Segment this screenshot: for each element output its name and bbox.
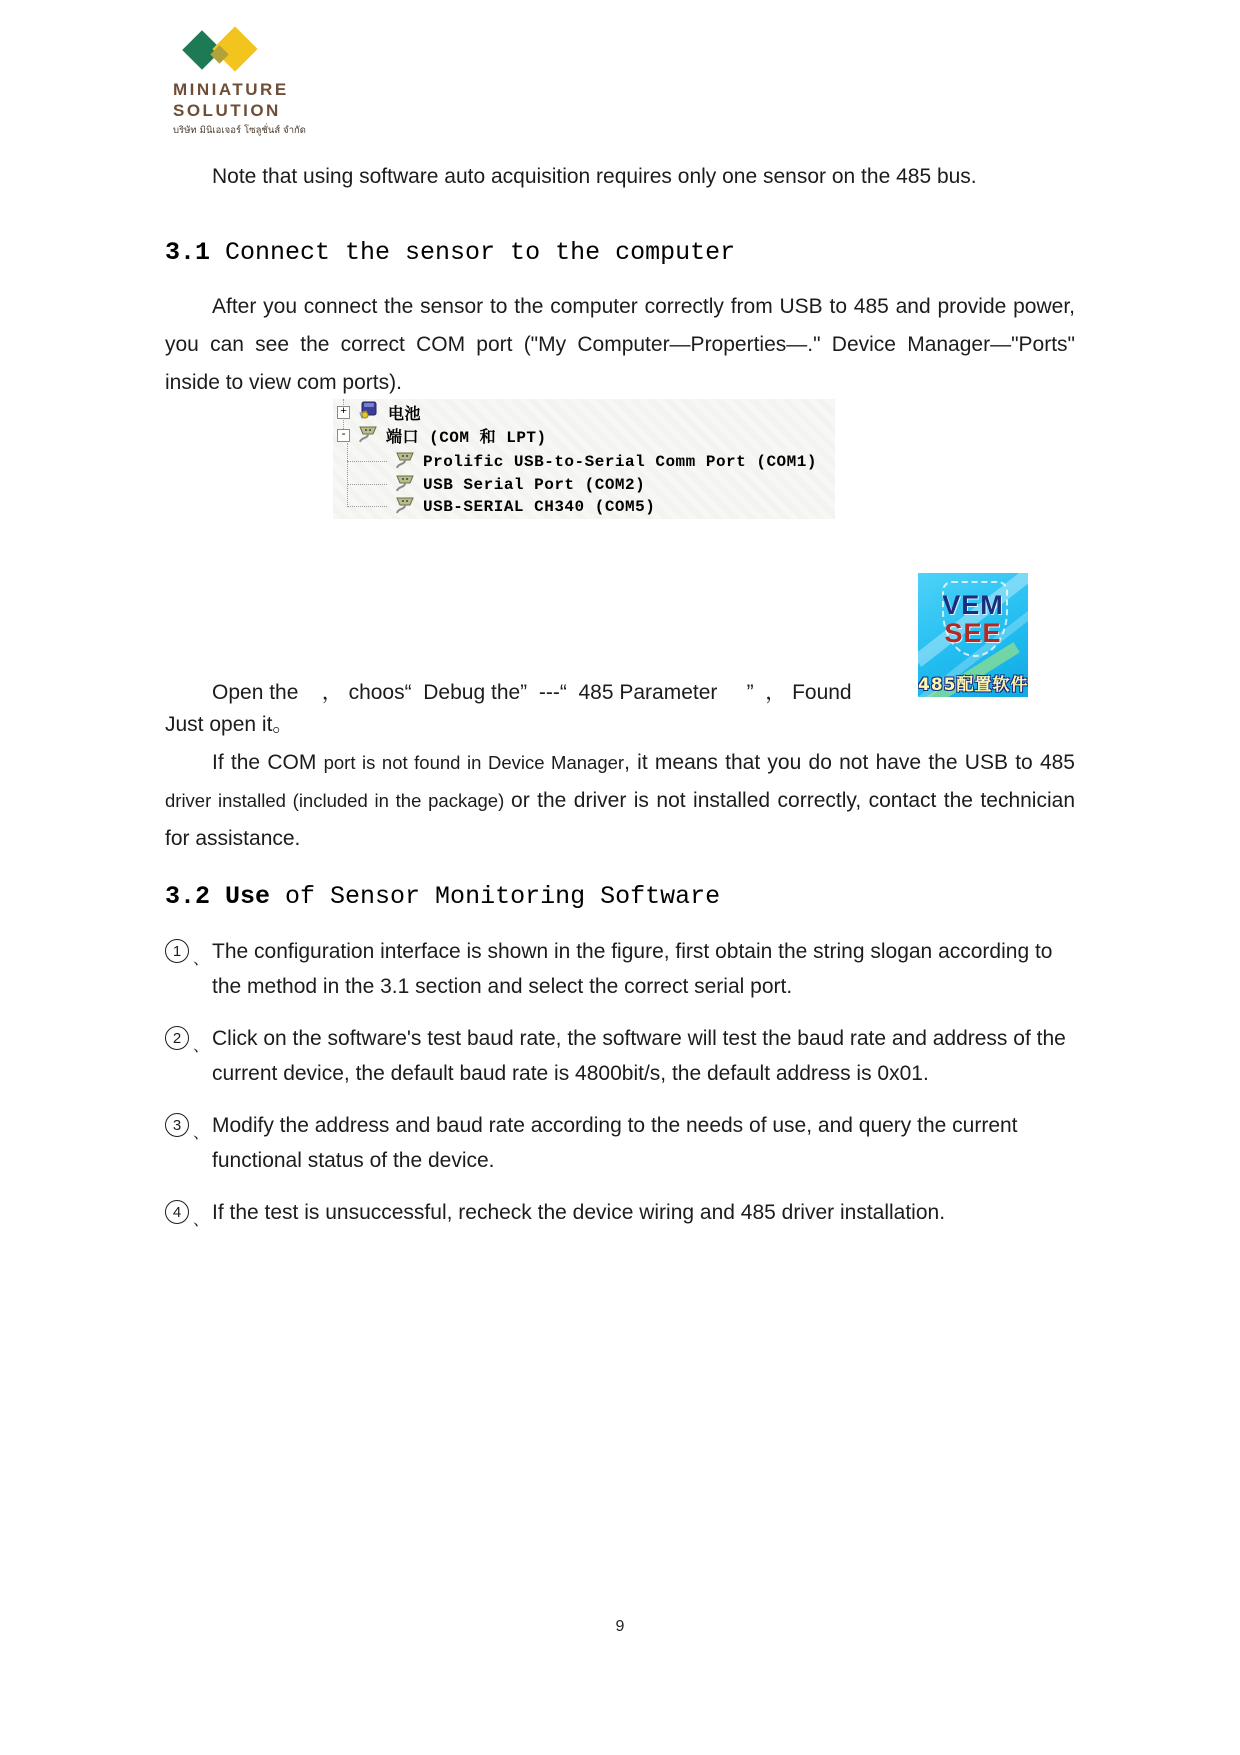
- list-separator: 、: [193, 1038, 210, 1055]
- vemsee-brand-see: SEE: [944, 618, 1002, 648]
- expand-plus-box: +: [337, 406, 350, 419]
- tree-label: 电池: [388, 406, 422, 424]
- logo-name-line1: MINIATURE: [173, 80, 289, 99]
- tree-row-com2: [387, 473, 645, 496]
- segment: , it means that you do not have the USB to 485: [624, 751, 1075, 774]
- list-separator: 、: [193, 1212, 210, 1229]
- list-item-text: The configuration interface is shown in the figure, first obtain the string slogan according to the method in the 3.1 section and select the correct serial port.: [212, 940, 1053, 998]
- tree-row-battery: [337, 401, 421, 424]
- segment: port is not found in Device Manager: [323, 752, 625, 773]
- list-separator: 、: [193, 951, 210, 968]
- tree-line: [347, 443, 348, 507]
- vemsee-caption: 485配置软件: [918, 675, 1028, 695]
- intro-note-paragraph: Note that using software auto acquisition requires only one sensor on the 485 bus.: [212, 165, 977, 188]
- just-open-line: Just open it。: [165, 713, 294, 736]
- tree-label: Prolific USB-to-Serial Comm Port (COM1): [423, 452, 817, 471]
- list-item-text: Click on the software's test baud rate, the software will test the baud rate and address of the current device, the default baud rate is 4800bit/s, the default address is 0x01.: [212, 1027, 1066, 1085]
- serial-port-icon: [393, 494, 417, 519]
- section-3-2-heading: [165, 882, 720, 911]
- list-item: [165, 934, 1077, 1004]
- circled-number-icon: 2: [165, 1026, 189, 1050]
- page-number: 9: [615, 1618, 625, 1635]
- tree-label: 端口 (COM 和 LPT): [386, 429, 547, 447]
- tree-line: [347, 461, 387, 462]
- vemsee-brand-vem: VEM: [942, 590, 1004, 620]
- circled-number-icon: 4: [165, 1200, 189, 1224]
- steps-list: [165, 934, 1077, 1247]
- open-software-line: Open the ， choos“ Debug the” ---“ 485 Parameter ” ， Found: [212, 681, 852, 704]
- device-manager-screenshot: [333, 399, 835, 519]
- logo-name-line2: SOLUTION: [173, 101, 281, 120]
- circled-number-icon: 3: [165, 1113, 189, 1137]
- list-item: [165, 1108, 1077, 1178]
- list-item: [165, 1021, 1077, 1091]
- section-3-1-heading: [165, 238, 735, 267]
- list-separator: 、: [193, 1125, 210, 1142]
- battery-icon: [356, 400, 382, 425]
- section-3-1-number: 3.1: [165, 238, 226, 267]
- tree-label: USB-SERIAL CH340 (COM5): [423, 497, 656, 516]
- segment: driver installed (included in the package): [165, 790, 512, 811]
- tree-row-com1: [387, 450, 817, 473]
- section-3-2-title: of Sensor Monitoring Software: [270, 882, 721, 911]
- collapse-minus-box: -: [337, 429, 350, 442]
- section-3-1-title: Connect the sensor to the computer: [225, 238, 736, 267]
- com-not-found-paragraph: [165, 744, 1075, 858]
- list-item-text: If the test is unsuccessful, recheck the device wiring and 485 driver installation.: [212, 1201, 946, 1224]
- section-3-1-paragraph: After you connect the sensor to the computer correctly from USB to 485 and provide power, you can see the correct COM port ("My Computer—Properties—." Device Manager—"Ports" inside to view com ports).: [165, 295, 1075, 394]
- tree-label: USB Serial Port (COM2): [423, 475, 646, 494]
- company-logo: [165, 22, 385, 140]
- tree-row-ports: [337, 424, 547, 447]
- vemsee-485-config-software-icon: [918, 573, 1028, 697]
- tree-line: [347, 506, 387, 507]
- tree-row-com5: [387, 495, 655, 518]
- section-3-2-number: 3.2 Use: [165, 882, 271, 911]
- list-item: [165, 1195, 1077, 1230]
- serial-port-icon: [393, 449, 417, 474]
- serial-port-icon: [356, 423, 380, 448]
- list-item-text: Modify the address and baud rate according to the needs of use, and query the current functional status of the device.: [212, 1114, 1018, 1172]
- logo-subtitle-thai: บริษัท มินิเอเจอร์ โซลูชั่นส์ จำกัด: [173, 125, 306, 136]
- segment: or the driver is not installed correctly, contact the technician for assistance.: [165, 789, 1075, 850]
- circled-number-icon: 1: [165, 939, 189, 963]
- tree-line: [347, 484, 387, 485]
- segment: If the COM: [212, 751, 324, 774]
